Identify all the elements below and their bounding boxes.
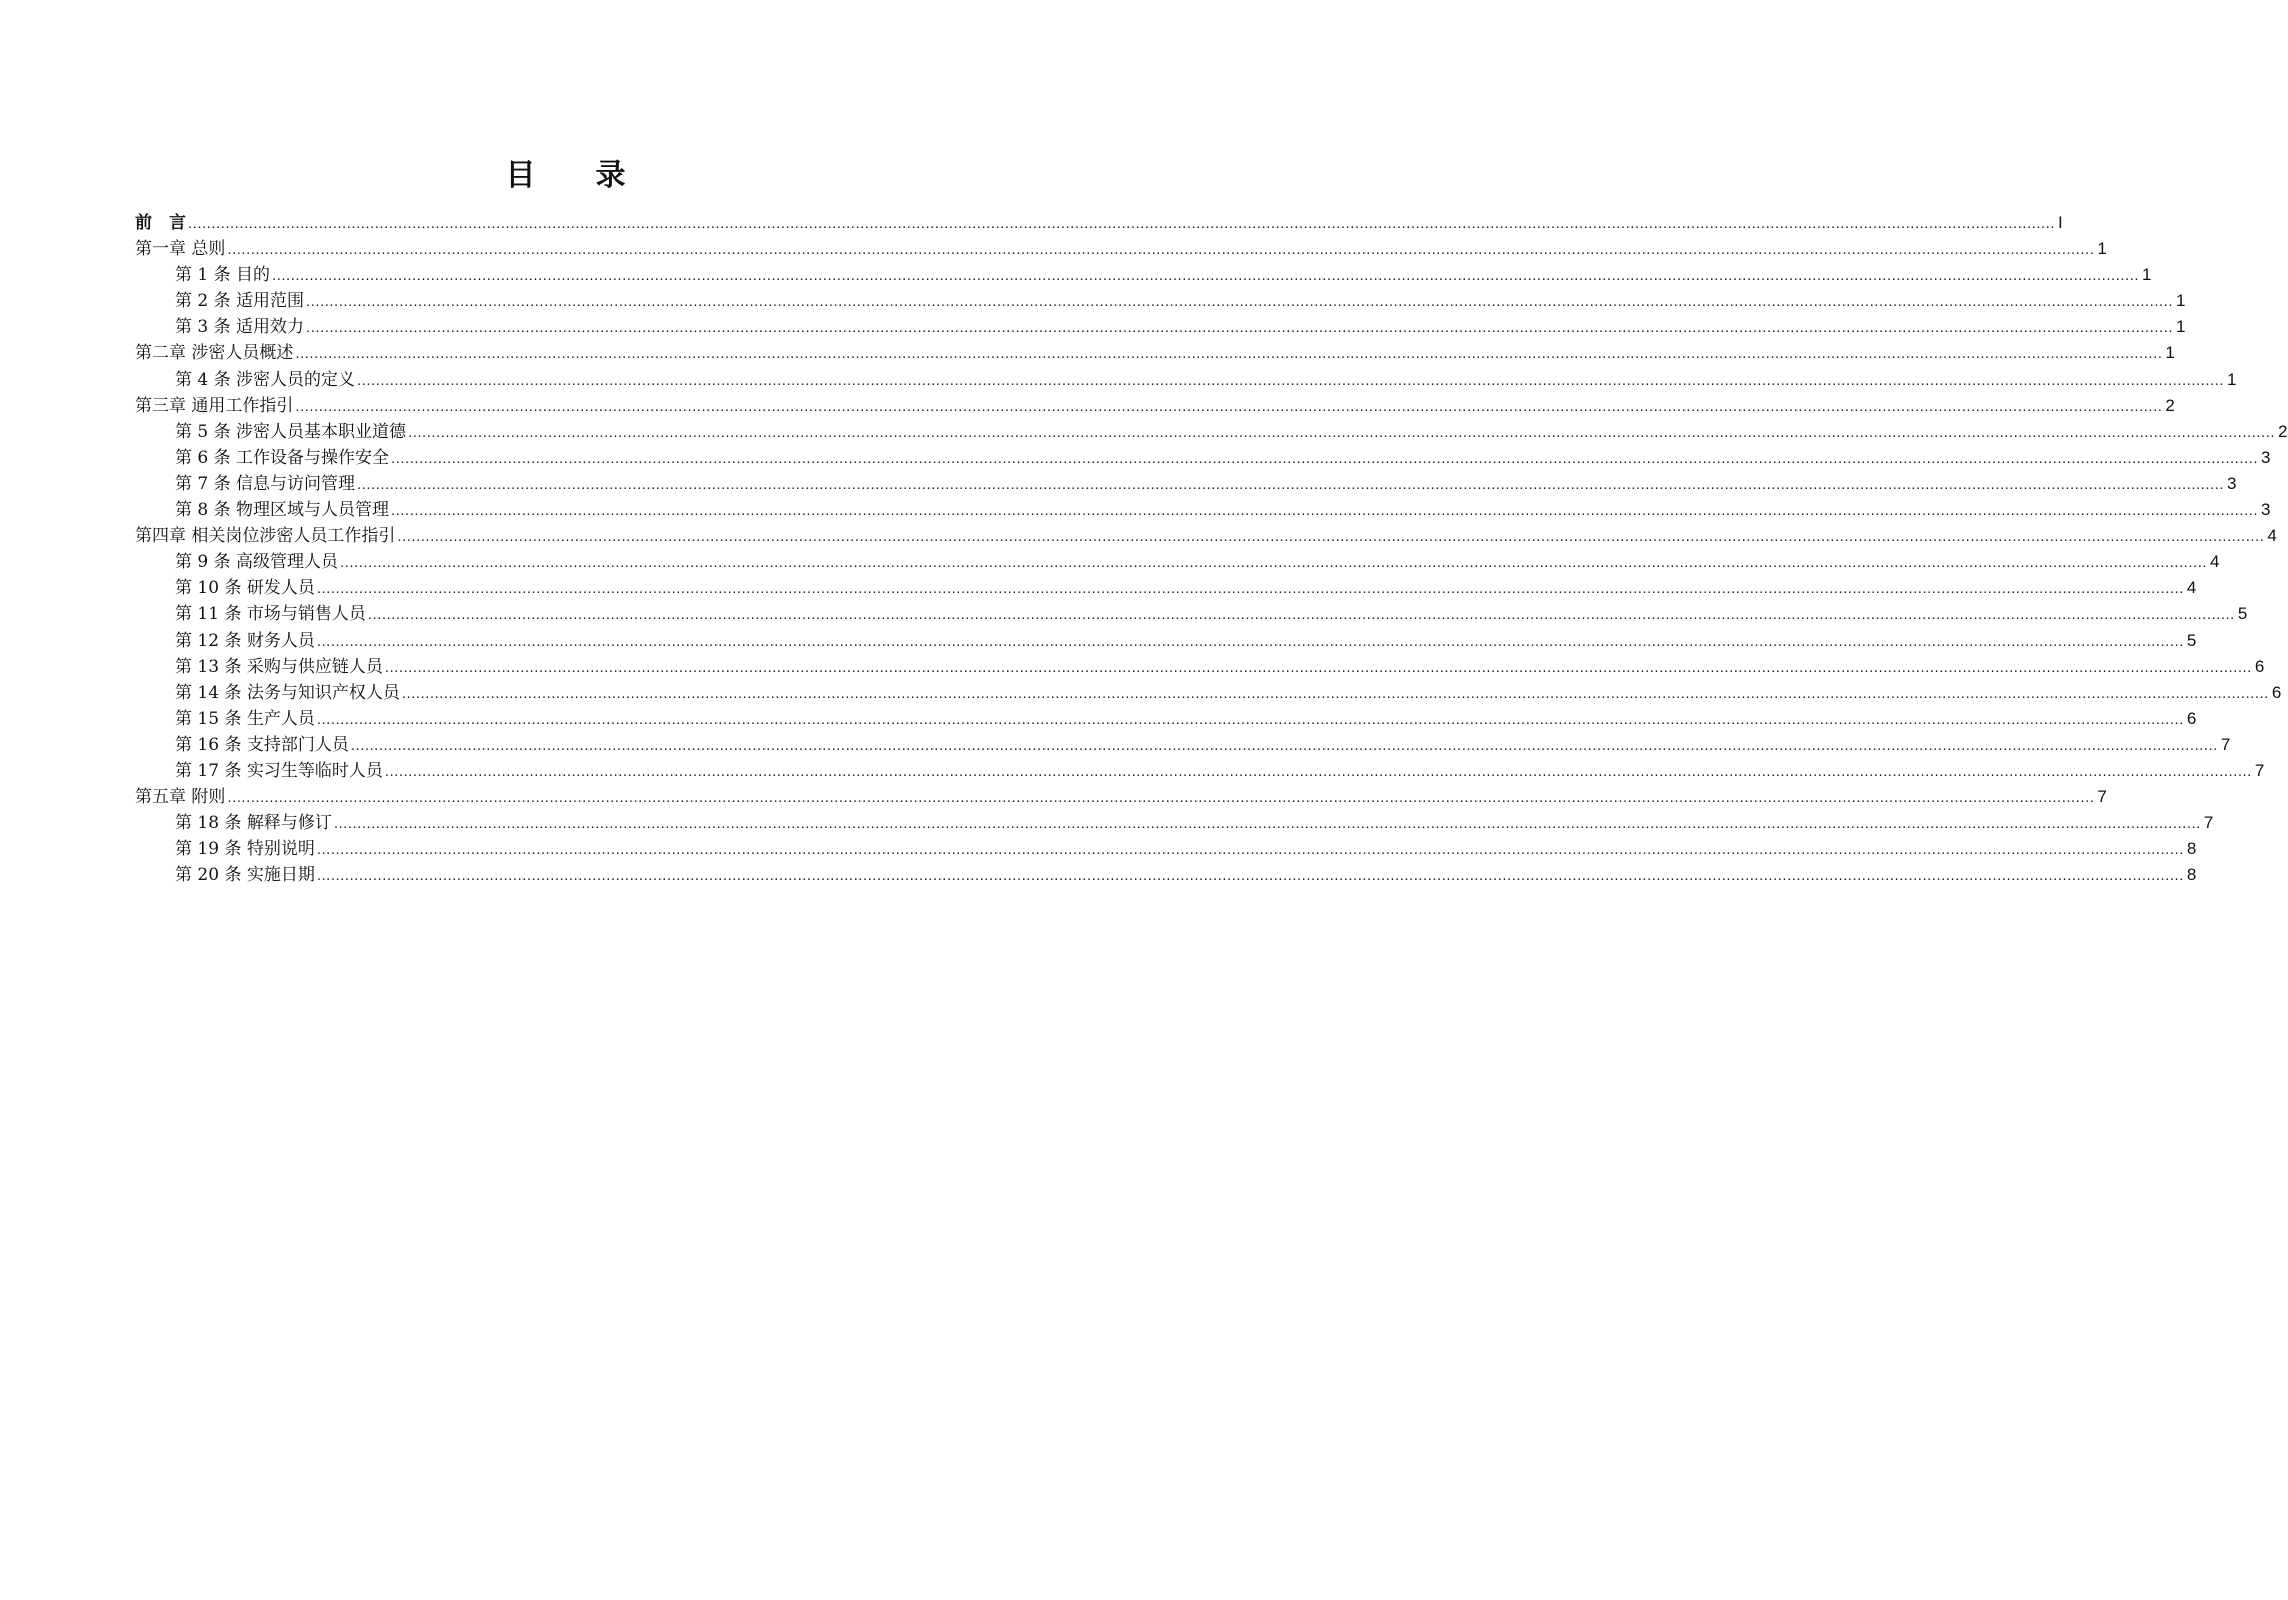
toc-page-number: 1 bbox=[2165, 343, 2175, 363]
toc-entry-label: 第三章 通用工作指引 bbox=[135, 395, 294, 416]
toc-entry-label: 第 20 条 实施日期 bbox=[175, 865, 315, 886]
toc-entry-label: 第 5 条 涉密人员基本职业道德 bbox=[175, 421, 407, 442]
toc-dot-leader: ................................................................................................................................................................................................................................................................................................................................................................................................................ bbox=[306, 293, 2174, 311]
toc-article-entry[interactable] bbox=[135, 549, 2220, 575]
toc-page-number: 1 bbox=[2227, 369, 2237, 389]
toc-chapter-entry[interactable] bbox=[135, 236, 2107, 262]
toc-entry-label: 第 13 条 采购与供应链人员 bbox=[175, 656, 383, 677]
toc-article-entry[interactable] bbox=[135, 758, 2265, 784]
toc-article-entry[interactable] bbox=[135, 862, 2197, 888]
toc-article-entry[interactable] bbox=[135, 314, 2186, 340]
toc-dot-leader: ................................................................................................................................................................................................................................................................................................................................................................................................................ bbox=[316, 710, 2184, 728]
toc-entry-label: 第 16 条 支持部门人员 bbox=[175, 734, 349, 755]
toc-dot-leader: ................................................................................................................................................................................................................................................................................................................................................................................................................ bbox=[295, 397, 2163, 415]
toc-title: 目 录 bbox=[505, 158, 626, 193]
toc-entry-label: 第 10 条 研发人员 bbox=[175, 578, 315, 599]
toc-dot-leader: ................................................................................................................................................................................................................................................................................................................................................................................................................ bbox=[316, 632, 2184, 650]
toc-page-number: 7 bbox=[2203, 813, 2214, 833]
toc-page-number: 3 bbox=[2261, 500, 2271, 520]
toc-entry-label: 第 14 条 法务与知识产权人员 bbox=[175, 682, 400, 703]
toc-article-entry[interactable] bbox=[135, 575, 2197, 601]
toc-entry-label: 第二章 涉密人员概述 bbox=[135, 343, 294, 364]
toc-dot-leader: ................................................................................................................................................................................................................................................................................................................................................................................................................ bbox=[397, 528, 2265, 546]
toc-chapter-entry[interactable] bbox=[135, 784, 2107, 810]
toc-entry-label: 第 3 条 适用效力 bbox=[175, 317, 305, 338]
toc-page-number: 6 bbox=[2186, 708, 2197, 728]
toc-entry-label: 第 12 条 财务人员 bbox=[175, 630, 315, 651]
toc-dot-leader: ................................................................................................................................................................................................................................................................................................................................................................................................................ bbox=[227, 789, 2095, 807]
toc-page-number: 2 bbox=[2278, 421, 2288, 441]
toc-entry-label: 第五章 附则 bbox=[135, 787, 226, 808]
toc-article-entry[interactable] bbox=[135, 367, 2237, 393]
toc-article-entry[interactable] bbox=[135, 419, 2288, 445]
toc-page-number: 1 bbox=[2176, 291, 2186, 311]
toc-dot-leader: ................................................................................................................................................................................................................................................................................................................................................................................................................ bbox=[367, 606, 2235, 624]
toc-dot-leader: ................................................................................................................................................................................................................................................................................................................................................................................................................ bbox=[227, 241, 2095, 259]
toc-article-entry[interactable] bbox=[135, 732, 2231, 758]
toc-dot-leader: ................................................................................................................................................................................................................................................................................................................................................................................................................ bbox=[306, 319, 2174, 337]
toc-chapter-entry[interactable] bbox=[135, 210, 2063, 236]
toc-dot-leader: ................................................................................................................................................................................................................................................................................................................................................................................................................ bbox=[188, 215, 2055, 232]
toc-entry-label: 前 言 bbox=[135, 213, 186, 233]
toc-entry-label: 第 6 条 工作设备与操作安全 bbox=[175, 447, 390, 468]
toc-article-entry[interactable] bbox=[135, 810, 2214, 836]
toc-dot-leader: ................................................................................................................................................................................................................................................................................................................................................................................................................ bbox=[340, 554, 2208, 572]
toc-dot-leader: ................................................................................................................................................................................................................................................................................................................................................................................................................ bbox=[295, 345, 2163, 363]
toc-dot-leader: ................................................................................................................................................................................................................................................................................................................................................................................................................ bbox=[384, 762, 2252, 780]
toc-dot-leader: ................................................................................................................................................................................................................................................................................................................................................................................................................ bbox=[391, 449, 2259, 467]
toc-article-entry[interactable] bbox=[135, 262, 2152, 288]
toc-page-number: 5 bbox=[2237, 604, 2248, 624]
toc-dot-leader: ................................................................................................................................................................................................................................................................................................................................................................................................................ bbox=[357, 371, 2225, 389]
toc-page-number: 5 bbox=[2186, 630, 2197, 650]
toc-dot-leader: ................................................................................................................................................................................................................................................................................................................................................................................................................ bbox=[408, 423, 2276, 441]
toc-entry-label: 第 8 条 物理区域与人员管理 bbox=[175, 500, 390, 521]
toc-entry-label: 第 4 条 涉密人员的定义 bbox=[175, 369, 356, 390]
table-of-contents bbox=[135, 210, 2288, 888]
toc-dot-leader: ................................................................................................................................................................................................................................................................................................................................................................................................................ bbox=[316, 580, 2184, 598]
toc-entry-label: 第四章 相关岗位涉密人员工作指引 bbox=[135, 526, 396, 547]
toc-entry-label: 第 7 条 信息与访问管理 bbox=[175, 473, 356, 494]
toc-entry-label: 第 11 条 市场与销售人员 bbox=[175, 604, 366, 625]
toc-entry-label: 第 1 条 目的 bbox=[175, 265, 271, 286]
toc-article-entry[interactable] bbox=[135, 654, 2265, 680]
toc-chapter-entry[interactable] bbox=[135, 340, 2175, 366]
toc-page-number: 4 bbox=[2210, 552, 2220, 572]
toc-dot-leader: ................................................................................................................................................................................................................................................................................................................................................................................................................ bbox=[316, 867, 2184, 885]
toc-article-entry[interactable] bbox=[135, 628, 2197, 654]
toc-article-entry[interactable] bbox=[135, 680, 2282, 706]
toc-dot-leader: ................................................................................................................................................................................................................................................................................................................................................................................................................ bbox=[357, 475, 2225, 493]
toc-dot-leader: ................................................................................................................................................................................................................................................................................................................................................................................................................ bbox=[350, 736, 2218, 754]
toc-chapter-entry[interactable] bbox=[135, 523, 2277, 549]
toc-page-number: 4 bbox=[2186, 578, 2197, 598]
toc-article-entry[interactable] bbox=[135, 706, 2197, 732]
toc-dot-leader: ................................................................................................................................................................................................................................................................................................................................................................................................................ bbox=[272, 267, 2140, 285]
toc-page-number: 7 bbox=[2097, 787, 2107, 807]
toc-page-number: 4 bbox=[2267, 526, 2277, 546]
toc-page-number: 3 bbox=[2227, 473, 2237, 493]
toc-dot-leader: ................................................................................................................................................................................................................................................................................................................................................................................................................ bbox=[391, 502, 2259, 520]
toc-dot-leader: ................................................................................................................................................................................................................................................................................................................................................................................................................ bbox=[333, 815, 2201, 833]
toc-article-entry[interactable] bbox=[135, 497, 2271, 523]
toc-page-number: 8 bbox=[2186, 839, 2197, 859]
toc-article-entry[interactable] bbox=[135, 836, 2197, 862]
toc-page-number: 7 bbox=[2220, 734, 2231, 754]
toc-page-number: 6 bbox=[2254, 656, 2265, 676]
toc-entry-label: 第一章 总则 bbox=[135, 239, 226, 260]
toc-page-number: 6 bbox=[2271, 682, 2282, 702]
toc-page-number: 3 bbox=[2261, 447, 2271, 467]
toc-dot-leader: ................................................................................................................................................................................................................................................................................................................................................................................................................ bbox=[401, 684, 2269, 702]
toc-page-number: 1 bbox=[2097, 239, 2107, 259]
toc-page-number: I bbox=[2058, 213, 2063, 232]
toc-article-entry[interactable] bbox=[135, 601, 2248, 627]
toc-entry-label: 第 19 条 特别说明 bbox=[175, 839, 315, 860]
toc-page-number: 2 bbox=[2165, 395, 2175, 415]
toc-page-number: 1 bbox=[2142, 265, 2152, 285]
toc-entry-label: 第 18 条 解释与修订 bbox=[175, 813, 332, 834]
toc-page-number: 8 bbox=[2186, 865, 2197, 885]
toc-entry-label: 第 17 条 实习生等临时人员 bbox=[175, 760, 383, 781]
toc-entry-label: 第 15 条 生产人员 bbox=[175, 708, 315, 729]
toc-dot-leader: ................................................................................................................................................................................................................................................................................................................................................................................................................ bbox=[316, 841, 2184, 859]
toc-entry-label: 第 9 条 高级管理人员 bbox=[175, 552, 339, 573]
toc-article-entry[interactable] bbox=[135, 288, 2186, 314]
toc-article-entry[interactable] bbox=[135, 445, 2271, 471]
toc-page-number: 7 bbox=[2254, 760, 2265, 780]
toc-entry-label: 第 2 条 适用范围 bbox=[175, 291, 305, 312]
toc-chapter-entry[interactable] bbox=[135, 393, 2175, 419]
toc-page-number: 1 bbox=[2176, 317, 2186, 337]
toc-dot-leader: ................................................................................................................................................................................................................................................................................................................................................................................................................ bbox=[384, 658, 2252, 676]
toc-article-entry[interactable] bbox=[135, 471, 2237, 497]
